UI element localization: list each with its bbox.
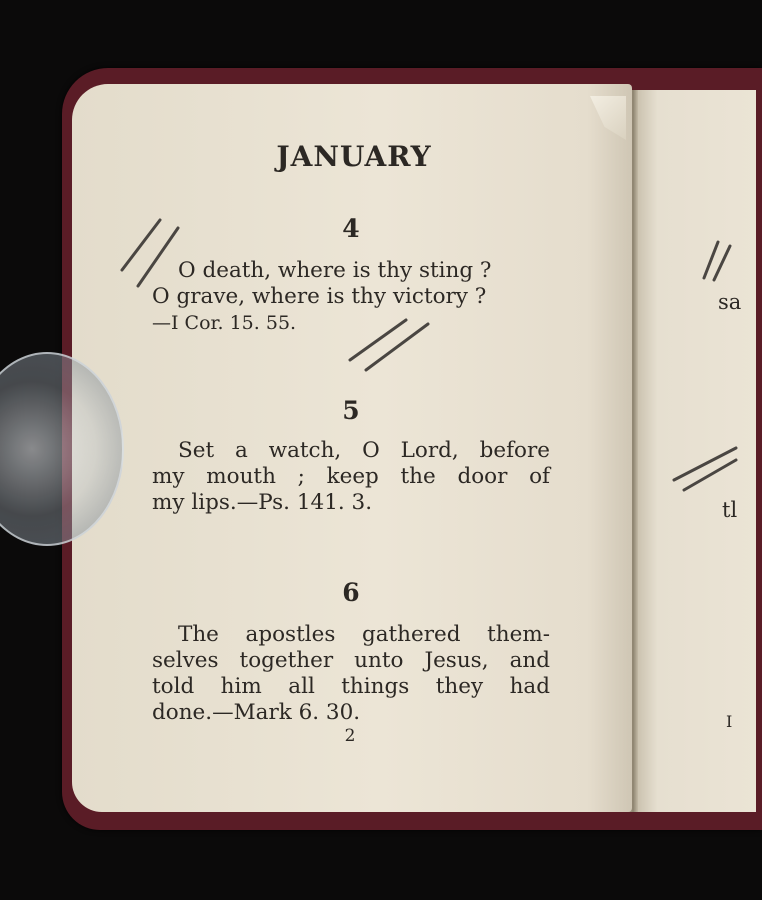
- day-number-4: 4: [342, 214, 360, 243]
- verse-line: selves together unto Jesus, and: [152, 648, 550, 673]
- month-heading: JANUARY: [276, 140, 432, 173]
- verse-reference: —I Cor. 15. 55.: [152, 312, 297, 334]
- right-page: [636, 90, 756, 812]
- verse-line: The apostles gathered them-: [178, 622, 550, 647]
- verse-line: Set a watch, O Lord, before: [178, 438, 550, 463]
- verse-line-with-reference: done.—Mark 6. 30.: [152, 700, 361, 725]
- verse-line: told him all things they had: [152, 674, 550, 699]
- day-number-6: 6: [342, 578, 360, 607]
- right-page-text-fragment: sa: [718, 290, 742, 314]
- verse-line: O death, where is thy sting ?: [178, 258, 492, 283]
- verse-line: O grave, where is thy victory ?: [152, 284, 487, 309]
- page-number: 2: [344, 726, 356, 746]
- day-number-5: 5: [342, 396, 360, 425]
- verse-line-with-reference: my lips.—Ps. 141. 3.: [152, 490, 373, 515]
- right-page-text-fragment: I: [726, 712, 733, 731]
- right-page-text-fragment: tl: [722, 498, 738, 522]
- verse-line: my mouth ; keep the door of: [152, 464, 550, 489]
